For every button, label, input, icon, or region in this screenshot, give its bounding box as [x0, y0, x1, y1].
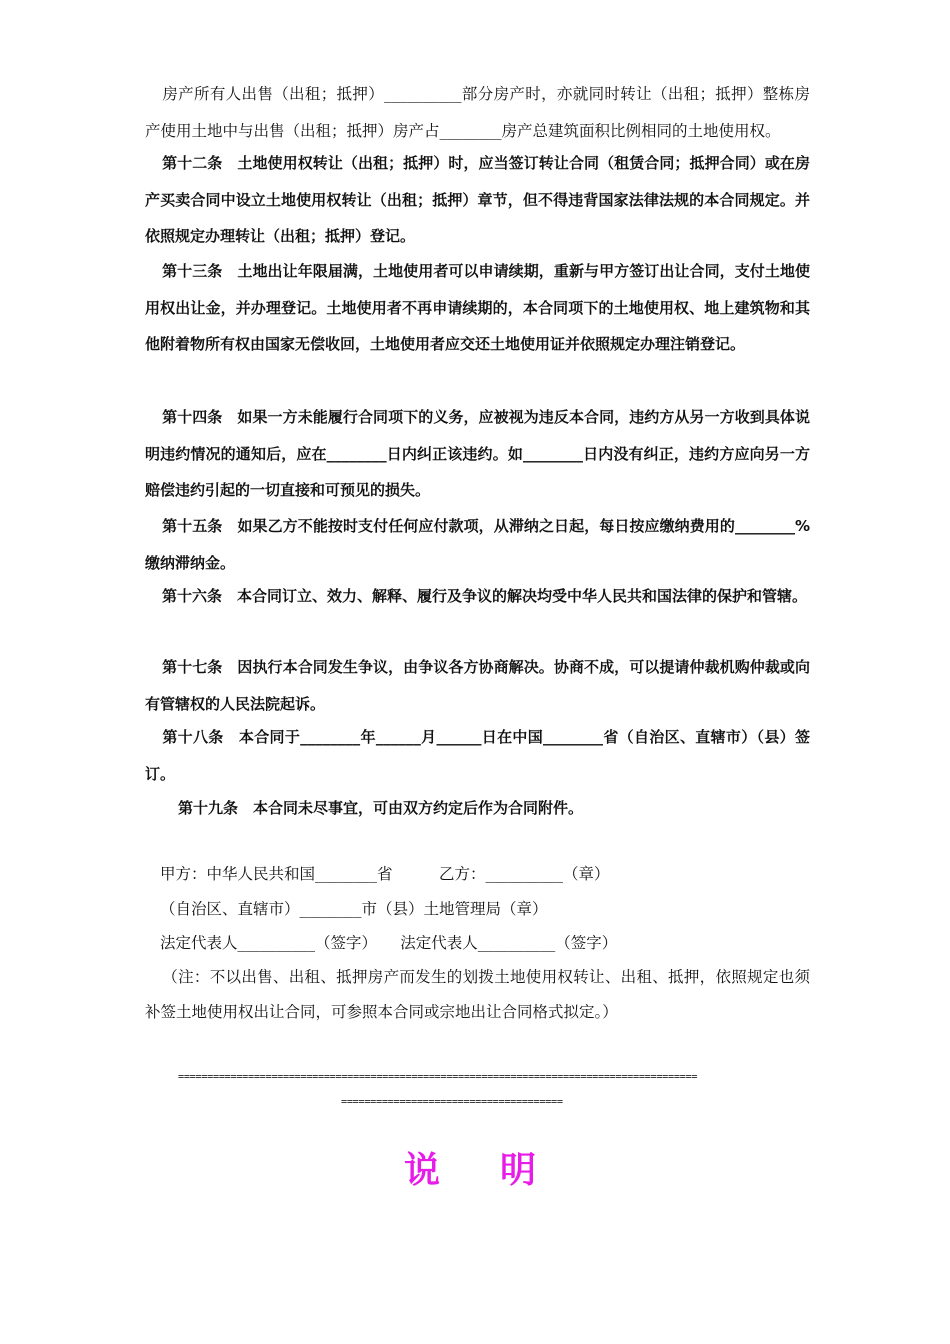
article-18: 第十八条 本合同于________年______月______日在中国________省（自治区、直辖市）（县）签订。 [145, 728, 810, 783]
signature-party-lines: 甲方：中华人民共和国________省 乙方：__________（章） [160, 865, 610, 883]
separator-line: ========================================================================================= [178, 1072, 698, 1083]
article-13: 第十三条 土地出让年限届满，土地使用者可以申请续期，重新与甲方签订出让合同，支付土地使用权出让金，并办理登记。土地使用者不再申请续期的，本合同项下的土地使用权、地上建筑物和其他附着物所有权由国家无偿收回，土地使用者应交还土地使用证并依照规定办理注销登记。 [145, 262, 810, 353]
article-15: 第十五条 如果乙方不能按时支付任何应付款项，从滞纳之日起，每日按应缴纳费用的________%缴纳滞纳金。 [145, 517, 810, 572]
article-19: 第十九条 本合同未尽事宜，可由双方约定后作为合同附件。 [178, 799, 584, 817]
note-paragraph: （注：不以出售、出租、抵押房产而发生的划拨土地使用权转让、出租、抵押，依照规定也须补签土地使用权出让合同，可参照本合同或宗地出让合同格式拟定。） [145, 968, 810, 1021]
article-16: 第十六条 本合同订立、效力、解释、履行及争议的解决均受中华人民共和国法律的保护和管辖。 [162, 587, 808, 605]
separator-line-short: ====================================== [341, 1097, 563, 1108]
signature-bureau-line: （自治区、直辖市）________市（县）土地管理局（章） [160, 900, 548, 918]
section-heading: 说明 [403, 1150, 596, 1191]
signature-representative-line: 法定代表人__________（签字） 法定代表人__________（签字） [160, 934, 618, 952]
article-17: 第十七条 因执行本合同发生争议，由争议各方协商解决。协商不成，可以提请仲裁机购仲裁或向有管辖权的人民法院起诉。 [145, 658, 810, 713]
article-12: 第十二条 土地使用权转让（出租；抵押）时，应当签订转让合同（租赁合同；抵押合同）或在房产买卖合同中设立土地使用权转让（出租；抵押）章节，但不得违背国家法律法规的本合同规定。并依照规定办理转让（出租；抵押）登记。 [145, 154, 810, 245]
article-14: 第十四条 如果一方未能履行合同项下的义务，应被视为违反本合同，违约方从另一方收到具体说明违约情况的通知后，应在________日内纠正该违约。如________日内没有纠正，违约方应向另一方赔偿违约引起的一切直接和可预见的损失。 [145, 408, 810, 499]
paragraph-property-transfer: 房产所有人出售（出租；抵押）__________部分房产时，亦就同时转让（出租；抵押）整栋房产使用土地中与出售（出租；抵押）房产占________房产总建筑面积比例相同的土地使用权。 [145, 85, 810, 140]
